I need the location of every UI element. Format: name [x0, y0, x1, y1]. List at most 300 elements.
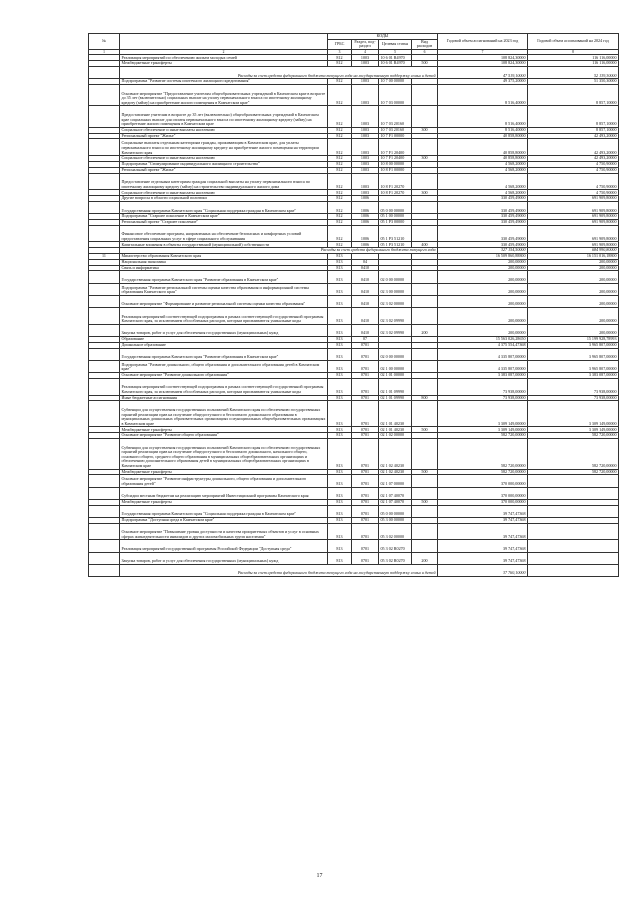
section-code: 1006: [352, 219, 379, 225]
table-row: [89, 225, 619, 242]
value-2024: [528, 564, 619, 576]
row-name: Основное мероприятие "Формирование и развитие региональной системы оценки качества образования": [120, 295, 328, 307]
target-code: 05 1 P3 51210: [379, 242, 412, 248]
row-name: Другие вопросы в области социальной политики: [120, 196, 328, 202]
grbs-code: 812: [328, 214, 352, 220]
value-2024: 200,00000: [528, 265, 619, 271]
value-2023: 37 760,10000: [438, 564, 528, 576]
row-name: Социальное обеспечение и иные выплаты населению: [120, 127, 328, 133]
section-code: 0701: [352, 360, 379, 372]
target-code: 02 1 01 09990: [379, 395, 412, 401]
colnum: 3: [328, 49, 352, 55]
row-num-cell: [89, 523, 120, 540]
target-code: 02 3 02 09990: [379, 308, 412, 325]
row-name: Подпрограмма "Доступная среда в Камчатском крае": [120, 517, 328, 523]
value-2023: 370 000,00000: [438, 475, 528, 487]
row-name: Финансовое обеспечение программ, направленных на обеспечение безопасных и комфортных условий предоставления социальных услуг в сфере социального обслуживания: [120, 225, 328, 242]
row-name: Межбюджетные трансферты: [120, 427, 328, 433]
table-row: [89, 271, 619, 283]
row-num-cell: [89, 324, 120, 336]
grbs-code: 813: [328, 475, 352, 487]
target-code: 05 1 00 00000: [379, 214, 412, 220]
row-name: Субсидии местным бюджетам на реализацию мероприятий Инвестиционной программы Камчатского края: [120, 487, 328, 499]
grbs-code: 812: [328, 55, 352, 61]
colnum: 4: [352, 49, 379, 55]
grbs-code: 812: [328, 225, 352, 242]
expense-code: 300: [412, 190, 438, 196]
value-2024: 691 909,80000: [528, 196, 619, 202]
value-2024: 3 309 149,00000: [528, 401, 619, 427]
value-2023: 4 568,20000: [438, 161, 528, 167]
expense-code: [412, 139, 438, 156]
target-code: 02 1 01 40230: [379, 427, 412, 433]
expense-code: [412, 487, 438, 499]
target-code: 10 7 00 00000: [379, 79, 412, 85]
value-2023: 73 938,00000: [438, 395, 528, 401]
table-row: [89, 540, 619, 552]
row-name: Реализация мероприятий соответствующей подпрограммы в рамках соответствующей государственной программы Камчатского края, за исключением обособленных расходов, которым присваиваются уникальные коды: [120, 308, 328, 325]
expense-code: 500: [412, 61, 438, 67]
section-code: 1003: [352, 167, 379, 173]
value-2024: [528, 523, 619, 540]
value-2024: 4 750,90000: [528, 167, 619, 173]
value-2023: 8 516,40000: [438, 106, 528, 127]
section-code: 0701: [352, 523, 379, 540]
section-code: 0410: [352, 265, 379, 271]
value-2023: 3 383 087,00000: [438, 372, 528, 378]
grbs-code: 813: [328, 523, 352, 540]
expense-code: [412, 106, 438, 127]
value-2023: 15 563 026,28650: [438, 337, 528, 343]
target-code: 02 1 07 40070: [379, 487, 412, 499]
row-name: Региональный проект "Жилье": [120, 133, 328, 139]
row-name: Основное мероприятие "Предоставление учителям общеобразовательных учреждений в Камчатском крае в возрасте до 35 лет (включительно) социальных выплат на уплату первоначального взноса по ипотечному жилищному кредиту (займу) на приобретение жилого помещения в Камчатском крае": [120, 84, 328, 105]
grbs-code: 813: [328, 505, 352, 517]
expense-code: 300: [412, 156, 438, 162]
value-2024: 691 909,80000: [528, 214, 619, 220]
value-2023: 330 459,49000: [438, 242, 528, 248]
note-text: Расходы за счет средств федерального бюджета текущего года на государственную поддержку семьи и детей: [120, 564, 438, 576]
target-code: 02 1 00 00000: [379, 360, 412, 372]
expense-code: 500: [412, 469, 438, 475]
expense-code: [412, 438, 438, 469]
section-code: 1006: [352, 201, 379, 213]
value-2024: 116 116,00000: [528, 55, 619, 61]
expense-code: [412, 308, 438, 325]
grbs-code: 813: [328, 395, 352, 401]
expense-code: [412, 348, 438, 360]
target-code: 10 7 03 20160: [379, 127, 412, 133]
section-code: 0410: [352, 295, 379, 307]
value-2023: 39 747,47368: [438, 517, 528, 523]
row-num-cell: [89, 308, 120, 325]
value-2024: 684 990,80000: [528, 248, 619, 254]
row-num-cell: [89, 106, 120, 127]
row-num-cell: [89, 360, 120, 372]
section-code: 0701: [352, 552, 379, 564]
value-2024: 42 493,20000: [528, 133, 619, 139]
section-code: 1003: [352, 55, 379, 61]
target-code: 02 1 02 00000: [379, 433, 412, 439]
grbs-code: 812: [328, 190, 352, 196]
value-2024: 582 720,00000: [528, 469, 619, 475]
row-num-cell: [89, 84, 120, 105]
table-row: [89, 106, 619, 127]
row-name: Государственная программа Камчатского края "Развитие образования в Камчатском крае": [120, 348, 328, 360]
expense-code: [412, 201, 438, 213]
grbs-code: 813: [328, 552, 352, 564]
row-name: Субвенции для осуществления государственных полномочий Камчатского края по обеспечению государственных гарантий реализации прав на получение общедоступного и бесплатного дошкольного образования в муниципальных дошкольных образовательных организациях и муниципальных общеобразовательных организациях в Камчатском крае: [120, 401, 328, 427]
value-2024: 4 750,90000: [528, 161, 619, 167]
value-2023: 3 309 149,00000: [438, 427, 528, 433]
expense-code: [412, 84, 438, 105]
row-name: Государственная программа Камчатского края "Социальная поддержка граждан в Камчатском крае": [120, 505, 328, 517]
value-2024: 691 909,80000: [528, 225, 619, 242]
value-2024: 8 857,10000: [528, 106, 619, 127]
value-2024: 3 309 149,00000: [528, 427, 619, 433]
value-2023: 47 519,10000: [438, 66, 528, 78]
grbs-code: 813: [328, 283, 352, 295]
value-2023: 4 568,20000: [438, 167, 528, 173]
value-2024: 8 857,10000: [528, 127, 619, 133]
value-2023: 8 516,40000: [438, 84, 528, 105]
target-code: 05 1 P3 51210: [379, 225, 412, 242]
grbs-code: 812: [328, 133, 352, 139]
value-2024: [528, 552, 619, 564]
value-2023: 582 720,00000: [438, 433, 528, 439]
table-row: [89, 283, 619, 295]
value-2024: 3 965 807,00000: [528, 348, 619, 360]
value-2024: 42 493,20000: [528, 139, 619, 156]
value-2024: 200,00000: [528, 283, 619, 295]
value-2024: 200,00000: [528, 308, 619, 325]
table-row: [89, 84, 619, 105]
table-row: [89, 505, 619, 517]
grbs-code: 813: [328, 372, 352, 378]
grbs-code: 812: [328, 127, 352, 133]
grbs-code: 812: [328, 196, 352, 202]
row-name: Региональный проект "Жилье": [120, 167, 328, 173]
grbs-code: 813: [328, 259, 352, 265]
expense-code: [412, 283, 438, 295]
target-code: 10 7 03 00000: [379, 84, 412, 105]
row-num-cell: [89, 401, 120, 427]
expense-code: [412, 295, 438, 307]
colnum: 6: [412, 49, 438, 55]
grbs-code: 813: [328, 487, 352, 499]
value-2024: 15 199 928,78993: [528, 337, 619, 343]
row-name: Межбюджетные трансферты: [120, 469, 328, 475]
note-row: [89, 564, 619, 576]
section-code: 1003: [352, 61, 379, 67]
grbs-code: 812: [328, 167, 352, 173]
row-num-cell: [89, 564, 120, 576]
grbs-code: 813: [328, 360, 352, 372]
section-code: 1003: [352, 161, 379, 167]
value-2023: 200,00000: [438, 283, 528, 295]
row-num-cell: [89, 487, 120, 499]
grbs-code: 813: [328, 254, 352, 260]
table-row: [89, 201, 619, 213]
table-row: [89, 360, 619, 372]
row-name: Министерство образования Камчатского края: [120, 254, 328, 260]
value-2023: 330 459,49000: [438, 196, 528, 202]
table-row: [89, 487, 619, 499]
header-num: №: [89, 34, 120, 50]
value-2024: 42 493,20000: [528, 156, 619, 162]
section-code: 0701: [352, 438, 379, 469]
expense-code: [412, 540, 438, 552]
value-2024: 582 720,00000: [528, 438, 619, 469]
target-code: 02 1 02 40230: [379, 469, 412, 475]
colnum: 2: [120, 49, 328, 55]
row-name: Государственная программа Камчатского края "Социальная поддержка граждан в Камчатском крае": [120, 201, 328, 213]
grbs-code: 813: [328, 433, 352, 439]
target-code: 05 1 P3 00000: [379, 219, 412, 225]
section-code: 1006: [352, 196, 379, 202]
row-name: Капитальные вложения в объекты государственной (муниципальной) собственности: [120, 242, 328, 248]
row-name: Основное мероприятие "Повышение уровня доступности и качества приоритетных объектов и услуг в основных сферах жизнедеятельности инвалидов и других маломобильных групп населения": [120, 523, 328, 540]
target-code: 05 3 02 R0270: [379, 552, 412, 564]
note-row: [89, 66, 619, 78]
grbs-code: 813: [328, 469, 352, 475]
table-row: [89, 552, 619, 564]
row-name: Региональный проект "Старшее поколение": [120, 219, 328, 225]
section-code: 1003: [352, 173, 379, 190]
value-2023: 3 309 149,00000: [438, 401, 528, 427]
section-code: 0701: [352, 372, 379, 378]
value-2023: 4 568,20000: [438, 190, 528, 196]
row-num-cell: [89, 283, 120, 295]
grbs-code: 812: [328, 173, 352, 190]
section-code: 0701: [352, 487, 379, 499]
grbs-code: 812: [328, 156, 352, 162]
section-code: 1006: [352, 214, 379, 220]
table-row: [89, 401, 619, 427]
value-2023: 16 509 860,88800: [438, 254, 528, 260]
row-name: Основное мероприятие "Развитие инфраструктуры дошкольного, общего образования и дополнительного образования детей": [120, 475, 328, 487]
section-code: 1003: [352, 139, 379, 156]
section-code: 0410: [352, 271, 379, 283]
expense-code: 500: [412, 499, 438, 505]
target-code: 10 7 F1 00000: [379, 133, 412, 139]
target-code: 05 3 02 00000: [379, 523, 412, 540]
expense-code: 200: [412, 552, 438, 564]
grbs-code: 812: [328, 79, 352, 85]
table-row: [89, 438, 619, 469]
row-name: Межбюджетные трансферты: [120, 499, 328, 505]
row-num-cell: [89, 505, 120, 517]
section-code: 0410: [352, 308, 379, 325]
target-code: 02 1 02 40230: [379, 438, 412, 469]
value-2023: 582 720,00000: [438, 438, 528, 469]
row-name: Основное мероприятие "Развитие общего образования": [120, 433, 328, 439]
budget-table: [88, 33, 619, 577]
row-name: Подпрограмма "Развитие системы ипотечного жилищного кредитования": [120, 79, 328, 85]
row-name: Социальные выплаты отдельным категориям граждан, проживающим в Камчатском крае, для уплаты первоначального взноса по ипотечному жилищному кредиту на приобретение жилого помещения на территории Камчатского края: [120, 139, 328, 156]
target-code: 10 7 F1 20400: [379, 156, 412, 162]
row-name: Реализация мероприятий соответствующей подпрограммы в рамках соответствующей государственной программы Камчатского края, за исключением обособленных расходов, которым присваиваются уникальные коды: [120, 378, 328, 395]
target-code: 10 8 F1 20270: [379, 190, 412, 196]
expense-code: [412, 360, 438, 372]
value-2024: 16 151 016,18800: [528, 254, 619, 260]
value-2023: 8 516,40000: [438, 127, 528, 133]
section-code: 04: [352, 259, 379, 265]
row-num-cell: [89, 66, 120, 78]
budget-sheet: [88, 33, 618, 577]
table-row: [89, 308, 619, 325]
section-code: 1003: [352, 127, 379, 133]
value-2024: 582 720,00000: [528, 433, 619, 439]
expense-code: 200: [412, 324, 438, 336]
section-code: 0701: [352, 540, 379, 552]
section-code: 0701: [352, 348, 379, 360]
header-expense: Вид расходов: [412, 39, 438, 49]
target-code: 02 3 00 00000: [379, 283, 412, 295]
target-code: 10 7 03 20160: [379, 106, 412, 127]
grbs-code: 813: [328, 517, 352, 523]
row-num-cell: [89, 552, 120, 564]
row-name: Реализация мероприятий государственной программы Российской Федерации "Доступная среда": [120, 540, 328, 552]
section-code: 0701: [352, 469, 379, 475]
table-header: [89, 34, 619, 55]
row-name: Подпрограмма "Стимулирование индивидуального жилищного строительства": [120, 161, 328, 167]
expense-code: 300: [412, 127, 438, 133]
value-2023: 200,00000: [438, 265, 528, 271]
row-num-cell: [89, 173, 120, 190]
section-code: 07: [352, 337, 379, 343]
section-code: 0701: [352, 427, 379, 433]
grbs-code: 812: [328, 61, 352, 67]
value-2023: 200,00000: [438, 271, 528, 283]
section-code: 1003: [352, 133, 379, 139]
value-2023: 40 858,80000: [438, 133, 528, 139]
target-code: 10 8 F1 20270: [379, 173, 412, 190]
grbs-code: 812: [328, 139, 352, 156]
table-row: [89, 139, 619, 156]
table-row: [89, 348, 619, 360]
value-2024: 4 750,90000: [528, 190, 619, 196]
row-name: Государственная программа Камчатского края "Развитие образования в Камчатском крае": [120, 271, 328, 283]
value-2024: 3 383 087,00000: [528, 372, 619, 378]
row-name: Предоставление учителям в возрасте до 35 лет (включительно) общеобразовательных учреждений в Камчатском крае социальных выплат для оплаты первоначального взноса по ипотечному жилищному кредиту (займу) на приобретение жилого помещения в Камчатском крае: [120, 106, 328, 127]
row-name: Предоставление отдельным категориям граждан социальной выплаты на уплату первоначального взноса по ипотечному жилищному кредиту (займу) на строительство индивидуального жилого дома: [120, 173, 328, 190]
target-code: 02 3 02 09990: [379, 324, 412, 336]
value-2023: 4 335 807,00000: [438, 360, 528, 372]
row-num-cell: [89, 271, 120, 283]
target-code: 05 0 00 00000: [379, 505, 412, 517]
value-2024: [528, 487, 619, 499]
grbs-code: 812: [328, 242, 352, 248]
grbs-code: 813: [328, 265, 352, 271]
grbs-code: 813: [328, 438, 352, 469]
value-2023: 330 459,49000: [438, 201, 528, 213]
header-section: Раздел, под-раздел: [352, 39, 379, 49]
value-2023: 330 459,49000: [438, 225, 528, 242]
target-code: 02 3 02 00000: [379, 295, 412, 307]
expense-code: [412, 523, 438, 540]
value-2024: 691 909,80000: [528, 242, 619, 248]
target-code: 10 8 00 00000: [379, 161, 412, 167]
row-name: Связь и информатика: [120, 265, 328, 271]
target-code: 02 1 01 40230: [379, 401, 412, 427]
value-2024: 52 139,30000: [528, 66, 619, 78]
grbs-code: 812: [328, 219, 352, 225]
note-text: Расходы за счет средств федерального бюджета текущего года: [120, 248, 438, 254]
value-2023: 40 858,80000: [438, 139, 528, 156]
colnum: 7: [438, 49, 528, 55]
expense-code: [412, 173, 438, 190]
value-2024: [528, 505, 619, 517]
grbs-code: 813: [328, 401, 352, 427]
expense-code: [412, 401, 438, 427]
section-code: 0701: [352, 499, 379, 505]
grbs-code: 813: [328, 324, 352, 336]
expense-code: [412, 271, 438, 283]
section-code: 1003: [352, 106, 379, 127]
grbs-code: 813: [328, 342, 352, 348]
section-code: 0701: [352, 505, 379, 517]
section-code: 1006: [352, 242, 379, 248]
value-2023: 49 375,20000: [438, 79, 528, 85]
header-vol-2024: Годовой объем ассигнований на 2024 год: [528, 34, 619, 50]
table-row: [89, 378, 619, 395]
value-2024: 3 965 807,00000: [528, 342, 619, 348]
value-2023: 39 747,47368: [438, 523, 528, 540]
grbs-code: 813: [328, 337, 352, 343]
table-row: [89, 523, 619, 540]
expense-code: 500: [412, 427, 438, 433]
expense-code: 400: [412, 242, 438, 248]
expense-code: [412, 378, 438, 395]
section-code: 1003: [352, 190, 379, 196]
row-name: Подпрограмма "Развитие региональной системы оценки качества образования и информационной системы образования Камчатского края": [120, 283, 328, 295]
table-row: [89, 173, 619, 190]
value-2023: 39 747,47368: [438, 552, 528, 564]
grbs-code: 813: [328, 540, 352, 552]
section-code: 1003: [352, 156, 379, 162]
value-2023: 40 858,80000: [438, 156, 528, 162]
row-name: Подпрограмма "Старшее поколение в Камчатском крае": [120, 214, 328, 220]
expense-code: [412, 505, 438, 517]
row-name: Социальное обеспечение и иные выплаты населению: [120, 156, 328, 162]
row-name: Иные бюджетные ассигнования: [120, 395, 328, 401]
target-code: 05 3 02 R0270: [379, 540, 412, 552]
row-name: Национальная экономика: [120, 259, 328, 265]
value-2024: 51 350,30000: [528, 79, 619, 85]
header-vol-2023: Годовой объем ассигнований на 2023 год: [438, 34, 528, 50]
section-code: 0410: [352, 283, 379, 295]
value-2023: 39 747,47368: [438, 505, 528, 517]
target-code: 02 1 01 00000: [379, 372, 412, 378]
section-code: 0701: [352, 401, 379, 427]
value-2024: 200,00000: [528, 271, 619, 283]
row-num-cell: 11: [89, 254, 120, 260]
value-2024: 116 116,00000: [528, 61, 619, 67]
row-num-cell: [89, 225, 120, 242]
row-name: Субвенции для осуществления государственных полномочий Камчатского края по обеспечению государственных гарантий реализации прав на получение общедоступного и бесплатного дошкольного, начального общего, основного общего, среднего общего образования в муниципальных общеобразовательных организациях и обеспечению дополнительного образования детей в муниципальных общеобразовательных организациях в Камчатском крае: [120, 438, 328, 469]
section-code: 0701: [352, 342, 379, 348]
value-2023: 4 375 554,47368: [438, 342, 528, 348]
value-2024: 73 938,00000: [528, 378, 619, 395]
row-num-cell: [89, 438, 120, 469]
value-2024: 200,00000: [528, 259, 619, 265]
value-2024: 4 750,90000: [528, 173, 619, 190]
section-code: 0701: [352, 378, 379, 395]
value-2023: 200,00000: [438, 259, 528, 265]
value-2024: 200,00000: [528, 324, 619, 336]
grbs-code: 812: [328, 84, 352, 105]
